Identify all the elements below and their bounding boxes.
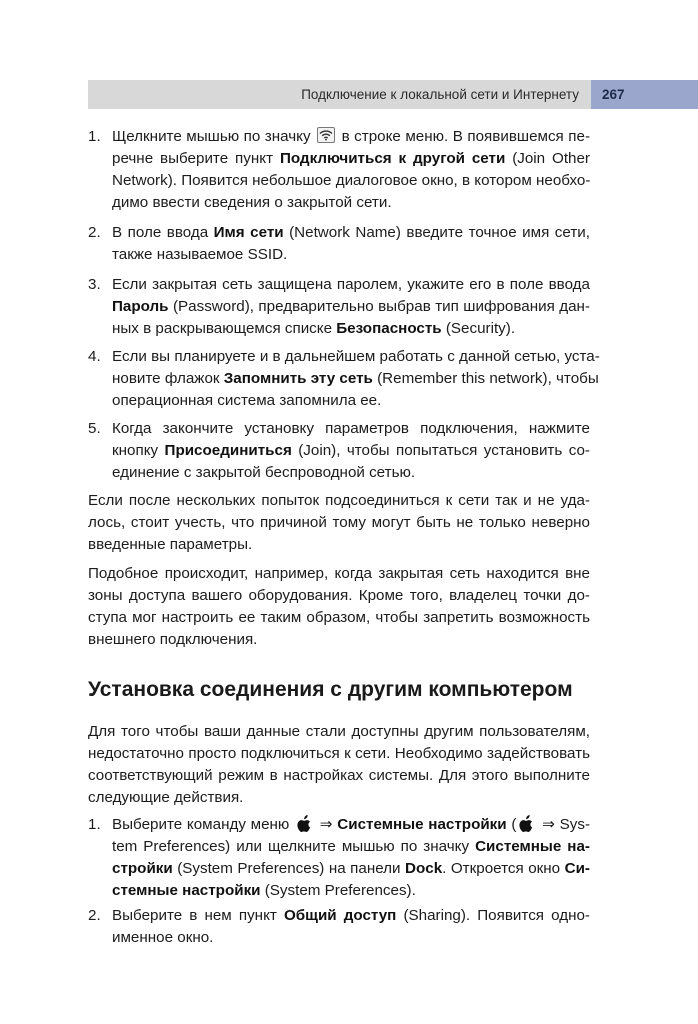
text-line (88, 585, 590, 607)
text-line (112, 346, 600, 368)
text-run: кнопку (112, 442, 165, 459)
text-run: следующие действия. (88, 789, 244, 806)
text-run: новите флажок (112, 370, 224, 387)
text-block (112, 126, 590, 214)
bold-term: стройки (112, 860, 173, 877)
text-line (88, 563, 590, 585)
text-line (112, 148, 590, 170)
text-line (88, 743, 590, 765)
text-run: (Security). (441, 320, 516, 337)
text-block (112, 222, 590, 266)
bold-term: Си- (564, 860, 590, 877)
text-line (112, 858, 590, 880)
text-block (88, 721, 590, 809)
bold-term: Общий доступ (283, 907, 397, 924)
text-run: (Sharing). Появится одно- (396, 907, 590, 924)
bold-term: Dock (405, 860, 443, 877)
text-block (112, 814, 590, 902)
text-line (88, 512, 590, 534)
text-run: Когда закончите установку параметров подключения, нажмите (112, 420, 590, 437)
text-line (88, 607, 590, 629)
text-line (112, 880, 590, 902)
bold-term: Безопасность (336, 320, 442, 337)
text-run: введенные параметры. (88, 536, 253, 553)
text-block (88, 563, 590, 651)
text-line (112, 192, 590, 214)
text-run: . Откроется окно (442, 860, 565, 877)
apple-icon (296, 814, 313, 833)
text-run: ступа мог настроить ее таким образом, чтобы запретить возможность (88, 609, 590, 626)
text-run: в строке меню. В появившемся пе- (337, 128, 591, 145)
bold-term: Системные настройки (337, 816, 507, 833)
text-block (112, 346, 600, 412)
text-line (112, 418, 590, 440)
text-run: (Password), предварительно выбрав тип шифрования дан- (168, 298, 590, 315)
step-number: 1. (88, 128, 101, 145)
text-line (88, 490, 590, 512)
wifi-icon (317, 127, 335, 143)
text-line (112, 440, 590, 462)
text-line (112, 274, 590, 296)
text-run: зоны доступа вашего оборудования. Кроме того, владелец точки до- (88, 587, 590, 604)
step-number: 2. (88, 224, 101, 241)
text-line (88, 787, 590, 809)
step-number: 1. (88, 816, 101, 833)
text-line (112, 126, 590, 148)
text-line (88, 534, 590, 556)
bold-term: Запомнить эту сеть (223, 370, 373, 387)
text-line (88, 721, 590, 743)
text-line (112, 462, 590, 484)
text-run: димо ввести сведения о закрытой сети. (112, 194, 392, 211)
header-page-number: 267 (591, 80, 698, 109)
text-block (88, 490, 590, 556)
text-run: именное окно. (112, 929, 214, 946)
text-run: Network). Появится небольшое диалоговое окно, в котором необхо- (112, 172, 591, 189)
text-run: Если закрытая сеть защищена паролем, укажите его в поле ввода (112, 276, 590, 293)
text-run: (Remember this network), чтобы (372, 370, 599, 387)
text-run: (Join Other (505, 150, 590, 167)
bold-term: Присоединиться (164, 442, 292, 459)
bold-term: Системные на- (475, 838, 590, 855)
text-run: речне выберите пункт (112, 150, 280, 167)
text-run: (Network Name) введите точное имя сети, (283, 224, 590, 241)
step-number: 5. (88, 420, 101, 437)
text-run: В поле ввода (112, 224, 214, 241)
text-run: Для того чтобы ваши данные стали доступны другим пользователям, (88, 723, 590, 740)
text-run: (Join), чтобы попытаться установить со- (291, 442, 590, 459)
text-line (112, 927, 590, 949)
text-line (112, 368, 599, 390)
text-line (88, 765, 590, 787)
text-line (112, 318, 590, 340)
step-number: 3. (88, 276, 101, 293)
text-run: соответствующий режим в настройках системы. Для этого выполните (88, 767, 590, 784)
section-heading: Установка соединения с другим компьютером (88, 678, 573, 701)
header-section-title: Подключение к локальной сети и Интернету (88, 80, 591, 109)
step-number: 4. (88, 348, 101, 365)
text-line (112, 244, 590, 266)
text-block (112, 905, 590, 949)
text-run: ⇒ (315, 816, 338, 833)
text-line (112, 390, 590, 412)
running-header (88, 80, 698, 109)
text-line (112, 170, 590, 192)
text-run: Если после нескольких попыток подсоединиться к сети так и не уда- (88, 492, 590, 509)
text-line (112, 905, 590, 927)
text-block (112, 274, 590, 340)
text-run: Выберите команду меню (112, 816, 295, 833)
text-run: Выберите в нем пункт (112, 907, 284, 924)
text-line (112, 296, 590, 318)
text-run: Подобное происходит, например, когда закрытая сеть находится вне (88, 565, 590, 582)
text-line (112, 836, 590, 858)
text-run: Если вы планируете и в дальнейшем работать с данной сетью, уста- (112, 348, 600, 365)
text-run: (System Preferences) на панели (172, 860, 405, 877)
text-run: внешнего подключения. (88, 631, 258, 648)
text-run: лось, стоит учесть, что причиной тому могут быть не только неверно (88, 514, 590, 531)
text-run: ( (506, 816, 517, 833)
text-run: ных в раскрывающемся списке (112, 320, 337, 337)
step-number: 2. (88, 907, 101, 924)
text-run: ⇒ Sys- (537, 816, 591, 833)
text-run: операционная система запомнила ее. (112, 392, 382, 409)
text-run: (System Preferences). (260, 882, 416, 899)
text-run: tem Preferences) или щелкните мышью по значку (112, 838, 476, 855)
bold-term: Пароль (112, 298, 169, 315)
text-block (112, 418, 590, 484)
apple-icon (518, 814, 535, 833)
bold-term: Имя сети (213, 224, 284, 241)
text-line (112, 222, 590, 244)
text-line (88, 629, 590, 651)
text-line (112, 814, 590, 836)
bold-term: Подключиться к другой сети (279, 150, 506, 167)
text-run: Щелкните мышью по значку (112, 128, 316, 145)
text-run: также называемое SSID. (112, 246, 288, 263)
text-run: единение с закрытой беспроводной сетью. (112, 464, 416, 481)
bold-term: стемные настройки (112, 882, 261, 899)
text-run: недостаточно просто подключиться к сети. Необходимо задействовать (88, 745, 590, 762)
